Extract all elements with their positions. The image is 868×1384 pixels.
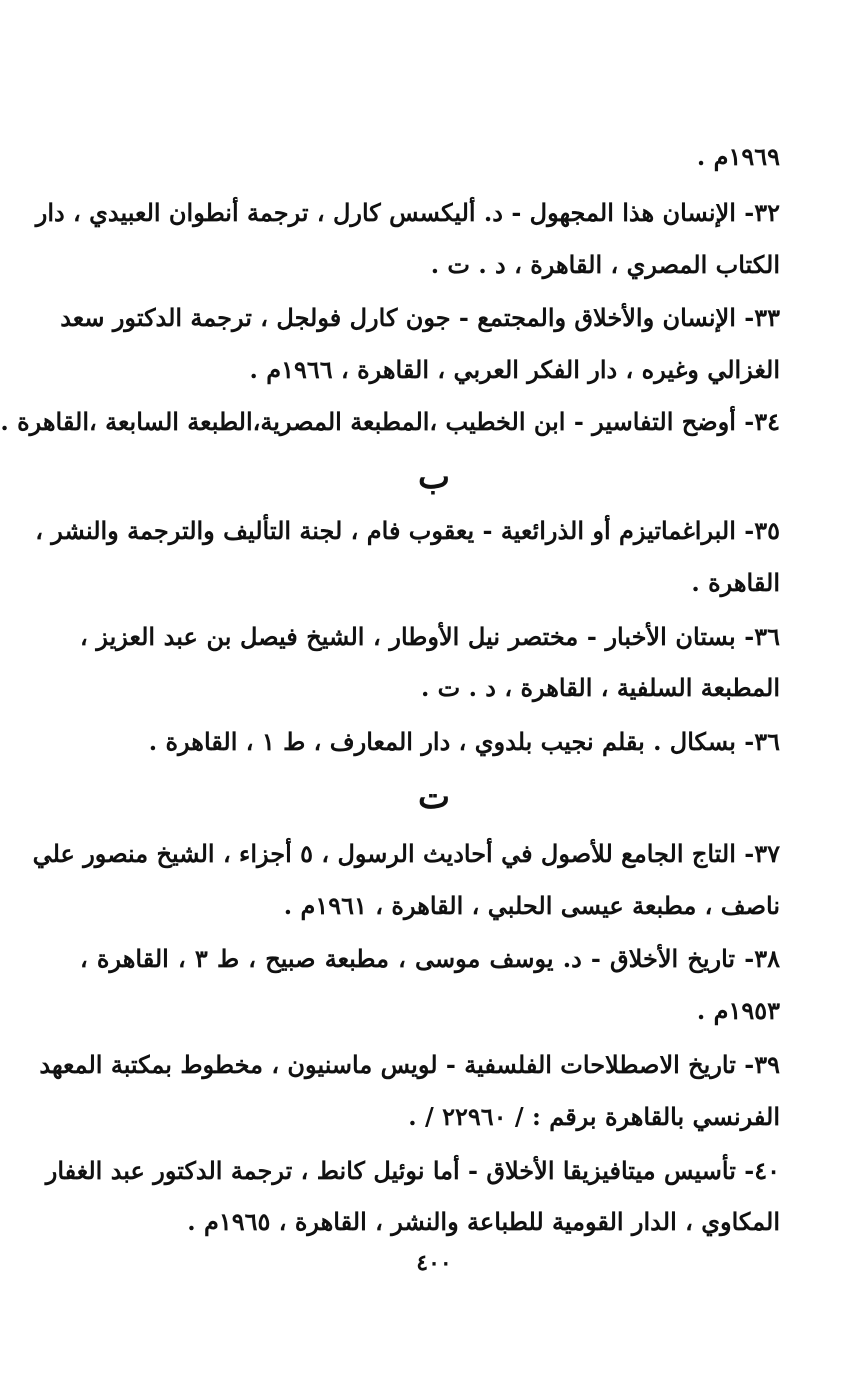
entry-36a-line-2: المطبعة السلفية ، القاهرة ، د . ت . [420, 673, 780, 702]
entry-37-line-1: ٣٧- التاج الجامع للأصول في أحاديث الرسول ، ٥ أجزاء ، الشيخ منصور علي [32, 839, 780, 868]
entry-33-line-2: الغزالي وغيره ، دار الفكر العربي ، القاهرة ، ١٩٦٦م . [249, 355, 780, 384]
entry-39-line-1: ٣٩- تاريخ الاصطلاحات الفلسفية - لويس ماسنيون ، مخطوط بمكتبة المعهد [39, 1050, 780, 1079]
text-line: ١٩٦٩م . [696, 142, 780, 171]
section-letter-ba: ب [417, 457, 450, 497]
entry-40-line-1: ٤٠- تأسيس ميتافيزيقا الأخلاق - أما نوئيل كانط ، ترجمة الدكتور عبد الغفار [45, 1156, 780, 1185]
entry-32-line-1: ٣٢- الإنسان هذا المجهول - د. أليكسس كارل ، ترجمة أنطوان العبيدي ، دار [35, 198, 780, 227]
entry-33-line-1: ٣٣- الإنسان والأخلاق والمجتمع - جون كارل فولجل ، ترجمة الدكتور سعد [60, 303, 780, 332]
entry-35-line-2: القاهرة . [691, 568, 780, 597]
entry-39-line-2: الفرنسي بالقاهرة برقم : / ٢٢٩٦٠ / . [408, 1102, 780, 1131]
entry-32-line-2: الكتاب المصري ، القاهرة ، د . ت . [430, 250, 780, 279]
entry-40-line-2: المكاوي ، الدار القومية للطباعة والنشر ، القاهرة ، ١٩٦٥م . [187, 1207, 780, 1236]
entry-35-line-1: ٣٥- البراغماتيزم أو الذرائعية - يعقوب فام ، لجنة التأليف والترجمة والنشر ، [35, 516, 780, 545]
entry-36a-line-1: ٣٦- بستان الأخبار - مختصر نيل الأوطار ، الشيخ فيصل بن عبد العزيز ، [80, 622, 780, 651]
entry-36b-line-1: ٣٦- بسكال . بقلم نجيب بلدوي ، دار المعارف ، ط ١ ، القاهرة . [148, 727, 780, 756]
entry-34-line-1: ٣٤- أوضح التفاسير - ابن الخطيب ،المطبعة المصرية،الطبعة السابعة ،القاهرة . [0, 407, 780, 436]
entry-38-line-2: ١٩٥٣م . [696, 996, 780, 1025]
section-letter-ta: ت [417, 777, 450, 817]
page-number: ٤٠٠ [416, 1250, 452, 1276]
entry-37-line-2: ناصف ، مطبعة عيسى الحلبي ، القاهرة ، ١٩٦١م . [283, 891, 780, 920]
entry-38-line-1: ٣٨- تاريخ الأخلاق - د. يوسف موسى ، مطبعة صبيح ، ط ٣ ، القاهرة ، [80, 944, 781, 973]
